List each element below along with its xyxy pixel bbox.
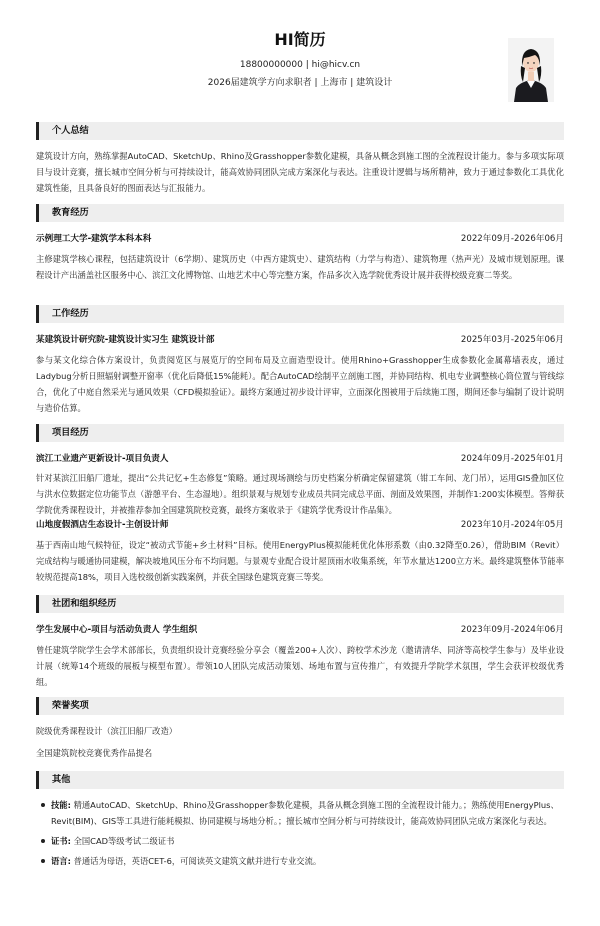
project-text: 基于西南山地气候特征，设定“被动式节能+乡土材料”目标。使用EnergyPlus模拟能耗优化体形系数（由0.32降至0.26），借助BIM（Revit）完成结构与暖通协同建模，解决坡地风压分布不均问题。与景观专业配合设计屋顶雨水收集系统，年节水量达1200立方米。最终建筑整体节能率较规范提高18%，项目入选校级创新实践案例，并获全国绿色建筑竞赛三等奖。 [36, 540, 564, 582]
skills-item [36, 797, 564, 829]
section-title: 教育经历 [36, 204, 564, 222]
skills-label: 技能: [51, 800, 71, 810]
candidate-name: HI简历 [274, 30, 326, 49]
work-row [36, 333, 564, 347]
education-section [36, 204, 564, 283]
certificate-text: 全国CAD等级考试二级证书 [73, 836, 175, 846]
club-row [36, 623, 564, 637]
section-title: 荣誉奖项 [36, 697, 564, 715]
language-label: 语言: [51, 856, 71, 866]
section-title: 社团和组织经历 [36, 595, 564, 613]
club-date: 2023年09月-2024年06月 [460, 625, 564, 635]
language-text: 普通话为母语，英语CET-6，可阅读英文建筑文献并进行专业交流。 [73, 856, 322, 866]
project-name: 滨江工业遗产更新设计-项目负责人 [36, 454, 169, 464]
project-text: 针对某滨江旧船厂遗址，提出“公共记忆+生态修复”策略。通过现场测绘与历史档案分析确定保留建筑（钳工车间、龙门吊），运用GIS叠加区位与洪水位数据定位功能节点（游憩平台、生态湿地）。组织景观与规划专业成员共同完成总平面、剖面及效果图，并制作1:200实体模型。答辩获学院优秀课程设计，并被推荐参加全国建筑院校竞赛，最终方案收录于《建筑学优秀设计作品集》。 [36, 473, 564, 515]
club-text: 曾任建筑学院学生会学术部部长，负责组织设计竞赛经验分享会（覆盖200+人次）、跨校学术沙龙（邀请清华、同济等高校学生参与）及毕业设计展（统筹14个班级的展板与模型布置）。带领10人团队完成活动策划、场地布置与宣传推广，有效提升学院学术氛围，学生会获评校级优秀组。 [36, 645, 564, 687]
work-date: 2025年03月-2025年06月 [460, 335, 564, 345]
job-intent: 2026届建筑学方向求职者 | 上海市 | 建筑设计 [207, 78, 393, 88]
certificate-label: 证书: [51, 836, 71, 846]
school-name: 示例理工大学-建筑学本科本科 [36, 234, 152, 244]
club-name: 学生发展中心-项目与活动负责人 学生组织 [36, 625, 198, 635]
award-item: 院级优秀课程设计（滨江旧船厂改造） [36, 726, 178, 736]
project-date: 2024年09月-2025年01月 [460, 454, 564, 464]
education-text: 主修建筑学核心课程，包括建筑设计（6学期）、建筑历史（中西方建筑史）、建筑结构（力学与构造）、建筑物理（热声光）及城市规划原理。课程设计产出涵盖社区服务中心、滨江文化博物馆、山地艺术中心等完整方案，作品多次入选学院优秀设计展并获得校级竞赛二等奖。 [36, 254, 564, 280]
awards-section [36, 697, 564, 760]
section-title: 项目经历 [36, 424, 564, 442]
section-title: 工作经历 [36, 305, 564, 323]
project-name: 山地度假酒店生态设计-主创设计师 [36, 520, 169, 530]
skills-text: 精通AutoCAD、SketchUp、Rhino及Grasshopper参数化建模，具备从概念到施工图的全流程设计能力。；熟练使用EnergyPlus、Revit(BIM)、GIS等工具进行能耗模拟、协同建模与场地分析。；擅长城市空间分析与可持续设计，能高效协同团队完成方案深化与表达。 [51, 800, 559, 826]
summary-section [36, 122, 564, 196]
work-section [36, 305, 564, 416]
award-item: 全国建筑院校竞赛优秀作品提名 [36, 748, 153, 758]
other-list [36, 797, 564, 869]
contact-info: 18800000000 | hi@hicv.cn [239, 60, 361, 70]
projects-section [36, 424, 564, 585]
language-item [36, 853, 564, 869]
certificate-item [36, 833, 564, 849]
education-date: 2022年09月-2026年06月 [460, 234, 564, 244]
profile-photo [508, 38, 554, 102]
work-text: 参与某文化综合体方案设计，负责阅览区与展览厅的空间布局及立面造型设计。使用Rhino+Grasshopper生成参数化金属幕墙表皮，通过Ladybug分析日照辐射调整开窗率（优化后降低15%能耗）。配合AutoCAD绘制平立剖施工图，并协同结构、机电专业调整核心筒位置与管线综合，优化了中庭自然采光与通风效果（CFD模拟验证）。最终方案通过初步设计评审，立面深化图被用于后续施工图，期间还参与编制了设计说明与造价估算。 [36, 355, 564, 413]
summary-text: 建筑设计方向，熟练掌握AutoCAD、SketchUp、Rhino及Grasshopper参数化建模，具备从概念到施工图的全流程设计能力。参与多项实际项目与设计竞赛，擅长城市空间分析与可持续设计，能高效协同团队完成方案深化与表达。注重设计逻辑与场所精神，致力于通过参数化工具优化建筑性能，且具备良好的图面表达与汇报能力。 [36, 151, 564, 193]
section-title: 个人总结 [36, 122, 564, 140]
resume-header [0, 0, 600, 122]
section-title: 其他 [36, 771, 564, 789]
project-date: 2023年10月-2024年05月 [460, 520, 564, 530]
project-row [36, 518, 564, 532]
education-row [36, 232, 564, 246]
clubs-section [36, 595, 564, 690]
company-name: 某建筑设计研究院-建筑设计实习生 建筑设计部 [36, 335, 215, 345]
project-row [36, 452, 564, 466]
other-section [36, 771, 564, 869]
person-portrait-icon [508, 38, 554, 102]
